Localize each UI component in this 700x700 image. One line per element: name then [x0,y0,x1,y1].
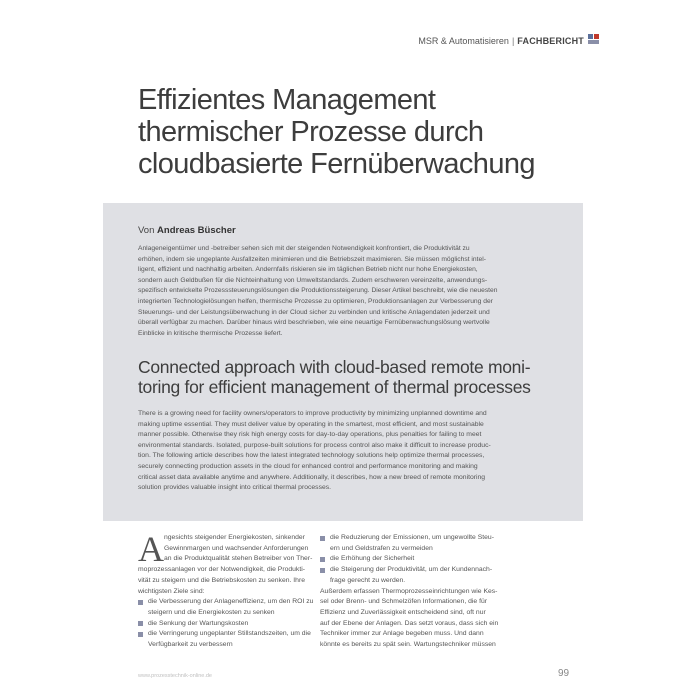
bullet-text: die Reduzierung der Emissionen, um ungewollte Steu- [330,534,494,541]
abstract-english [138,409,568,494]
bullet-square-icon [320,568,325,573]
bullet-item [320,533,492,554]
bullet-square-icon [138,632,143,637]
abstract-line: tion. The following article describes how the latest integrated technology solutions help optimize thermal processes, [138,452,485,460]
bullet-text: die Verbesserung der Anlageneffizienz, um den ROI zu [148,598,314,606]
header-separator: | [511,36,515,46]
byline [138,225,236,236]
body-line: wichtigsten Ziele sind: [138,587,205,595]
abstract-line: Einblicke in kritische thermische Prozesse liefert. [138,329,283,337]
byline-prefix: Von [138,225,155,236]
abstract-line: critical asset data available anytime and anywhere. Additionally, it describes, how a new breed of remote monitoring [138,473,486,481]
abstract-line: making uptime essential. They must deliver value by operating in the smartest, most efficient, and most sustainable [138,420,484,428]
bullet-item [138,597,314,618]
drop-cap: A [138,529,164,569]
bullet-square-icon [138,621,143,626]
abstract-line: There is a growing need for facility owners/operators to improve productivity by minimizing unplanned downtime and [138,410,487,417]
abstract-line: solution provides valuable insight into critical thermal processes. [138,484,332,492]
abstract-line: Anlageneigentümer und -betreiber sehen sich mit der steigenden Notwendigkeit konfrontiert, die Produktivität zu [138,245,470,252]
body-column-2 [320,533,499,651]
bullet-text: steigern und die Energiekosten zu senken [148,608,275,616]
abstract-german [138,244,566,339]
en-title-line: Connected approach with cloud-based remote moni- [138,357,531,377]
body-line: vität zu steigern und die Betriebskosten zu senken. Ihre [138,576,305,584]
publisher-logo-icon [588,34,600,46]
body-line: Effizienz und Zuverlässigkeit entscheidend sind, oft nur [320,608,486,616]
article-type-label: FACHBERICHT [517,36,584,46]
bullet-text: die Verringerung ungeplanter Stillstandszeiten, um die [148,630,311,638]
bullet-square-icon [320,536,325,541]
bullet-square-icon [320,557,325,562]
bullet-item [320,554,492,565]
bullet-text: die Erhöhung der Sicherheit [330,555,415,563]
bullet-text: frage gerecht zu werden. [330,576,406,584]
abstract-line: Steuerungs- und der Leistungsüberwachung in der Cloud sicher zu verbinden und kritische Anlagendaten jederzeit und [138,308,490,316]
running-header [418,36,584,46]
body-line: Außerdem erfassen Thermoprozesseinrichtungen wie Kes- [320,587,498,595]
body-line: sel oder Brenn- und Schmelzöfen Informationen, die für [320,598,487,606]
abstract-line: spezifisch entwickelte Prozesssteuerungslösungen die Produktionssteigerung. Dieser Artikel beschreibt, wie die neuesten [138,287,498,295]
body-line: könnte es bereits zu spät sein. Wartungstechniker müssen [320,641,496,649]
body-line: moprozessanlagen vor der Notwendigkeit, die Produkti- [138,566,305,574]
en-title-line: toring for efficient management of thermal processes [138,377,531,397]
bullet-item [138,629,311,650]
body-line: auf der Ebene der Anlagen. Das setzt voraus, dass sich ein [320,619,499,627]
body-line: Techniker immer zur Anlage begeben muss. Und dann [320,630,484,638]
bullet-square-icon [138,600,143,605]
title-line: thermischer Prozesse durch [138,116,484,148]
english-title [138,357,568,397]
abstract-line: überall verfügbar zu machen. Darüber hinaus wird beschrieben, wie eine neuartige Fernüberwachungslösung wertvolle [138,319,490,327]
body-line: ngesichts steigender Energiekosten, sinkender [164,534,305,541]
footer-url: www.prozesstechnik-online.de [138,673,212,679]
abstract-line: environmental standards. Isolated, purpose-built solutions for process control also make it difficult to increase produc- [138,441,491,449]
abstract-line: manner possible. Otherwise they risk high energy costs for day-to-day operations, plus penalties for failing to meet [138,431,482,439]
body-column-1 [138,529,314,651]
bullet-item [138,619,308,630]
article-title [138,84,578,180]
abstract-line: erhöhen, indem sie ungeplante Ausfallzeiten minimieren und die Betriebszeit maximieren. Sie müssen möglichst intel- [138,255,486,263]
bullet-text: Verfügbarkeit zu verbessern [148,641,233,649]
section-label: MSR & Automatisieren [418,36,509,46]
body-line: an die Produktqualität stehen Betreiber von Ther- [164,555,313,563]
body-line: Gewinnmargen und wachsender Anforderungen [164,544,309,552]
bullet-text: die Steigerung der Produktivität, um der Kundennach- [330,566,493,574]
bullet-text: die Senkung der Wartungskosten [148,619,249,627]
abstract-line: ligent, effizient und nachhaltig arbeiten. Andernfalls riskieren sie im täglichen Betrieb nicht nur hohe Energiekosten, [138,266,478,274]
abstract-line: sondern auch Geldbußen für die Nichteinhaltung von Umweltstandards. Zudem erschweren vereinzelte, anwendungs- [138,276,488,284]
title-line: Effizientes Management [138,84,436,116]
bullet-item [320,565,492,586]
title-line: cloudbasierte Fernüberwachung [138,148,535,180]
bullet-text: ern und Geldstrafen zu vermeiden [330,544,433,552]
page-number: 99 [558,668,570,679]
abstract-line: securely connecting production assets in the cloud for enhanced control and performance monitoring and making [138,462,478,470]
abstract-line: integrierten Technologielösungen helfen, thermische Prozesse zu optimieren, Produktionsanlagen zur Verbesserung der [138,297,493,305]
author-name: Andreas Büscher [157,225,236,236]
